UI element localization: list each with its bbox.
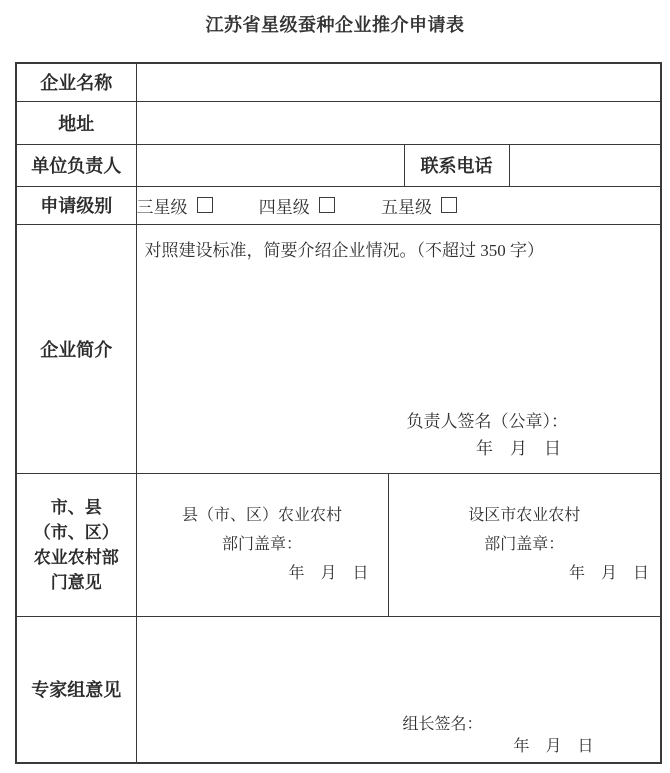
contact-phone-field[interactable]: [509, 144, 661, 186]
address-field[interactable]: [136, 101, 661, 144]
row-address: [16, 101, 661, 144]
responsible-person-label: 单位负责人: [16, 144, 136, 186]
dept-opinion-label-line3: 农业农村部: [33, 547, 119, 567]
row-dept-opinion: [16, 473, 661, 616]
expert-opinion-field[interactable]: [136, 616, 661, 763]
profile-date-placeholder: 年 月 日: [476, 438, 561, 458]
application-form-table: [15, 62, 662, 764]
row-enterprise-name: [16, 63, 661, 101]
row-responsible-person: [16, 144, 661, 186]
county-dept-stamp-content: [137, 474, 388, 615]
city-dept-name: 设区市农业农村: [468, 507, 581, 524]
enterprise-name-label: 企业名称: [16, 63, 136, 101]
city-date-placeholder: 年 月 日: [568, 565, 649, 582]
profile-hint-text: 对照建设标准，简要介绍企业情况。（不超过 350 字）: [144, 240, 544, 260]
expert-opinion-label: 专家组意见: [16, 616, 136, 763]
dept-opinion-label: [16, 473, 136, 616]
enterprise-profile-label: 企业简介: [16, 224, 136, 473]
option-five-star: [381, 193, 457, 218]
contact-phone-label: 联系电话: [404, 144, 509, 186]
dept-opinion-label-line4: 门意见: [50, 572, 102, 592]
row-expert-opinion: [16, 616, 661, 763]
county-dept-name: 县（市、区）农业农村: [181, 507, 342, 524]
city-dept-stamp-content: [389, 474, 661, 615]
four-star-checkbox[interactable]: [319, 197, 335, 213]
option-four-star: [259, 193, 335, 218]
five-star-checkbox[interactable]: [441, 197, 457, 213]
five-star-label: 五星级: [381, 197, 432, 217]
expert-signature-label: 组长签名：: [402, 715, 483, 733]
row-application-level: [16, 186, 661, 224]
expert-opinion-content: [137, 617, 661, 762]
city-dept-stamp-field[interactable]: [388, 473, 661, 616]
profile-signature-label: 负责人签名（公章）：: [406, 411, 568, 431]
county-date-placeholder: 年 月 日: [288, 565, 369, 582]
city-dept-stamp-label: 部门盖章：: [484, 536, 565, 553]
expert-date-placeholder: 年 月 日: [513, 737, 594, 755]
application-level-options: [136, 186, 661, 224]
application-level-label: 申请级别: [16, 186, 136, 224]
page-title: 江苏省星级蚕种企业推介申请表: [205, 15, 465, 35]
county-dept-stamp-label: 部门盖章：: [221, 536, 302, 553]
responsible-person-field[interactable]: [136, 144, 404, 186]
dept-opinion-label-line1: 市、县: [50, 497, 102, 517]
three-star-label: 三星级: [136, 197, 188, 217]
row-enterprise-profile: [16, 224, 661, 473]
four-star-label: 四星级: [258, 197, 310, 217]
county-dept-stamp-field[interactable]: [136, 473, 388, 616]
address-label: 地址: [16, 101, 136, 144]
option-three-star: [137, 193, 213, 218]
enterprise-profile-content: [137, 225, 661, 472]
three-star-checkbox[interactable]: [197, 197, 213, 213]
dept-opinion-label-line2: （市、区）: [33, 522, 119, 542]
enterprise-profile-field[interactable]: [136, 224, 661, 473]
enterprise-name-field[interactable]: [136, 63, 661, 101]
